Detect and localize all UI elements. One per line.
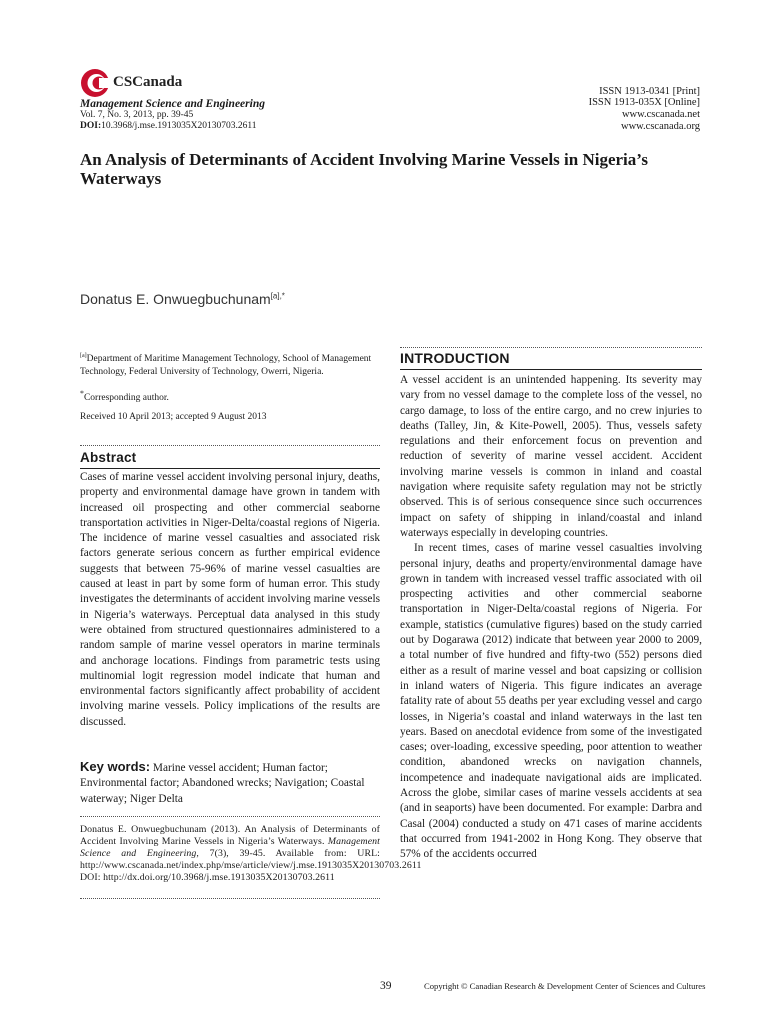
author-sup: [a],* <box>270 291 285 301</box>
issn-print: ISSN 1913-0341 [Print] <box>599 86 700 97</box>
corr-sup: * <box>80 389 84 398</box>
citation-text: Donatus E. Onwuegbuchunam (2013). An Analysis of Determinants of Accident Involving Marine Vessels in Nigeria’s Waterways. <box>80 824 380 847</box>
corresponding-note <box>80 389 380 403</box>
issn-online: ISSN 1913-035X [Online] <box>588 97 700 108</box>
citation <box>80 824 422 884</box>
journal-name: Management Science and Engineering <box>80 98 265 110</box>
site-link-net[interactable]: www.cscanada.net <box>621 109 700 120</box>
divider <box>80 816 380 817</box>
article-title: An Analysis of Determinants of Accident Involving Marine Vessels in Nigeria’s Waterways <box>80 150 648 188</box>
abstract-text: Cases of marine vessel accident involving personal injury, deaths, property and environmental damage have grown in tandem with increased oil prospecting and other commercial seaborne transportation activities in Niger-Delta/coastal regions of Nigeria. The incidence of marine vessel casualties and associated risk factors generate serious concern as further empirical evidence suggests that between 75-96% of marine vessel casualties are caused at least in part by some form of human error. This study investigates the determinants of accident involving marine vessels in Nigeria’s waterways. Perceptual data analysed in this study were obtained from structured questionnaires administered to a random sample of marine vessel operators in marine terminals and anchorage locations. Findings from parametric tests using multinomial logit regression model indicate that human and environmental factors significantly affect probability of accident involving marine vessels. Policy implications of the results are discussed. <box>80 471 380 728</box>
divider <box>80 898 380 899</box>
keywords-text: Marine vessel accident; Human factor; Environmental factor; Abandoned wrecks; Navigation; Coastal waterway; Niger Delta <box>80 762 365 805</box>
volume-line: Vol. 7, No. 3, 2013, pp. 39-45 <box>80 110 194 120</box>
doi-value: 10.3968/j.mse.1913035X20130703.2611 <box>101 121 257 131</box>
received-date: Received 10 April 2013; accepted 9 August 2013 <box>80 412 267 422</box>
author-name: Donatus E. Onwuegbuchunam <box>80 291 271 307</box>
intro-paragraph-2: In recent times, cases of marine vessel casualties involving personal injury, deaths and property/environmental damage have grown in tandem with increased vessel traffic associated with oil prospecting activities and other commercial seaborne transportation in Niger-Delta/coastal regions of Nigeria. For example, statistics (cumulative figures) based on the study carried out by Dogarawa (2012) indicate that between year 2000 to 2009, a total number of five hundred and fifty-two (552) persons died either as a result of marine vessel and boat capsizing or collision in inland waters of Nigeria. This figure indicates an average fatality rate of about 55 deaths per year excluding vessel and cargo losses, in Nigeria’s coastal and inland waterways in the last ten years. Based on anecdotal evidence from some of the investigated cases; over-loading, excessive speeding, poor attention to weather condition, abandoned wrecks on navigation channels, incompetence and inadequate navigational aids are implicated. Across the globe, similar cases of marine vessels accidents at sea (and in seaports) have been documented. For example: Darbra and Casal (2004) conducted a study on 471 cases of marine accidents that occurred from 1941-2002 in Hong Kong. They observe that 57% of the accidents occurred <box>400 542 702 861</box>
divider <box>80 445 380 446</box>
citation-journal: Management Science and Engineering <box>80 836 380 859</box>
citation-url[interactable]: , 7(3), 39-45. Available from: URL: http://www.cscanada.net/index.php/mse/article/view/j.mse.1913035X20130703.2611 DOI: http://dx.doi.org/10.3968/j.mse.1913035X20130703.2611 <box>80 848 422 883</box>
copyright-line: Copyright © Canadian Research & Development Center of Sciences and Cultures <box>424 981 706 991</box>
cscanada-logo-icon <box>80 68 110 98</box>
abstract-rule <box>80 468 380 469</box>
keywords <box>80 759 380 807</box>
keywords-label: Key words: <box>80 759 151 774</box>
doi-line <box>80 121 256 132</box>
abstract-heading: Abstract <box>80 450 137 465</box>
publisher-logo <box>80 68 320 98</box>
intro-paragraph-1: A vessel accident is an unintended happening. Its severity may vary from no vessel damage to the complete loss of the vessel, no cargo damage, to loss of the entire cargo, and no crew injuries to deaths (Talley, Jin, & Kite-Powell, 2005). Thus, vessels safety regulations and their enforcement focus on prevention and reduction of severity of marine vessel accident. Accident involving marine vessels is common in inland and coastal navigation where requisite safety regulation may not be strictly observed. This is of serious consequence since such occurrences impact on safety of shipping in inland/coastal and inland waterways especially in developing countries. <box>400 374 702 539</box>
affiliation <box>80 350 380 378</box>
introduction-body <box>400 373 702 863</box>
affiliation-text: Department of Maritime Management Technology, School of Management Technology, Federal University of Technology, Owerri, Nigeria. <box>80 354 372 377</box>
introduction-rule <box>400 369 702 370</box>
page-number: 39 <box>380 980 392 992</box>
corr-text: Corresponding author. <box>83 393 169 404</box>
introduction-heading: INTRODUCTION <box>400 350 510 366</box>
publisher-name: CSCanada <box>113 74 183 90</box>
affiliation-sup: [a] <box>80 353 87 359</box>
site-link-org[interactable]: www.cscanada.org <box>620 121 700 132</box>
author-line <box>80 291 285 307</box>
divider <box>400 347 702 348</box>
doi-label: DOI: <box>80 121 102 131</box>
